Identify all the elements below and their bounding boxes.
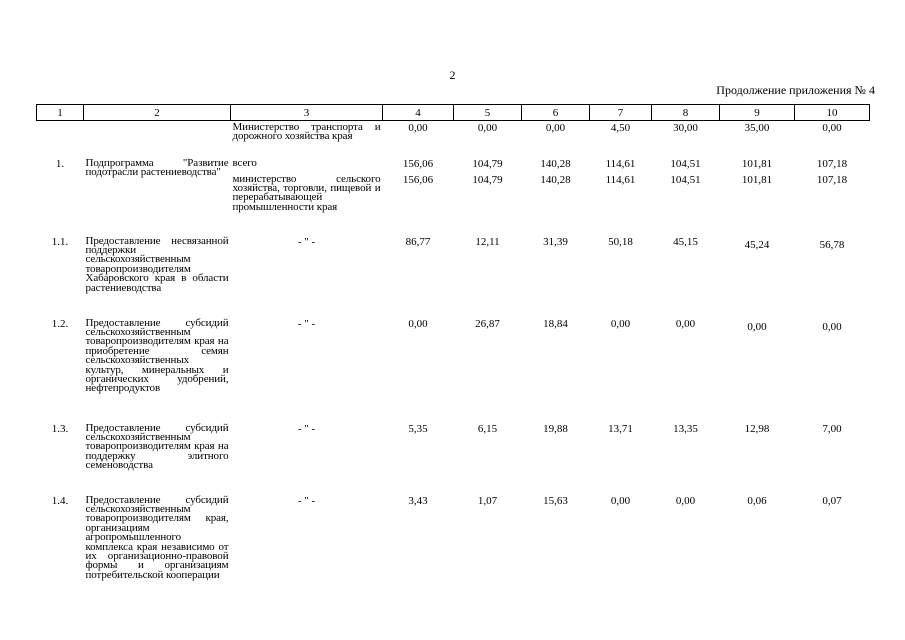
row-value: 0,00 xyxy=(822,320,842,333)
table-row xyxy=(37,121,870,157)
row-value: 50,18 xyxy=(608,235,633,248)
row-value: 7,00 xyxy=(822,422,842,435)
column-header: 5 xyxy=(454,105,522,121)
row-value: 12,98 xyxy=(744,422,770,435)
row-value: 18,84 xyxy=(543,317,568,330)
row-value: 0,00 xyxy=(408,317,428,330)
row-value: 156,06 xyxy=(402,173,434,186)
row-value: 104,79 xyxy=(472,157,503,170)
row-value: 156,06 xyxy=(402,157,434,170)
row-value: 140,28 xyxy=(540,157,571,170)
row-value: 140,28 xyxy=(540,173,571,186)
row-name xyxy=(84,121,231,157)
row-value: 4,50 xyxy=(610,122,631,134)
row-organization-ditto: - " - xyxy=(297,235,316,248)
row-value: 13,71 xyxy=(608,422,633,435)
row-value: 0,00 xyxy=(675,494,696,507)
row-value: 45,15 xyxy=(673,235,698,248)
row-organization: Министерство транспорта и дорожного хозяйства края xyxy=(232,121,381,143)
column-header: 8 xyxy=(652,105,720,121)
row-value: 0,00 xyxy=(408,122,428,134)
page-number: 2 xyxy=(449,68,456,82)
row-organization-ditto: - " - xyxy=(297,422,316,435)
row-name: Предоставление субсидий сельскохозяйственным товаропроизводителям края на поддержку элитного семеноводства xyxy=(85,421,229,472)
row-organization-ditto: - " - xyxy=(297,494,316,507)
row-value: 0,00 xyxy=(822,122,842,134)
row-value: 0,00 xyxy=(477,122,498,134)
row-value: 107,18 xyxy=(816,157,848,170)
column-header: 4 xyxy=(383,105,454,121)
table-row xyxy=(37,235,870,317)
row-value: 101,81 xyxy=(741,173,773,186)
table-header-row xyxy=(37,105,870,121)
column-header: 6 xyxy=(522,105,590,121)
row-name: Предоставление несвязанной поддержки сельскохозяйственным товаропроизводителям Хабаровского края в области растениеводства xyxy=(85,234,229,294)
row-value: 101,81 xyxy=(741,157,773,170)
row-name: Предоставление субсидий сельскохозяйственным товаропроизводителям края на приобретение семян сельскохозяйственных культур, минеральных и органических удобрений, нефтепродуктов xyxy=(85,316,229,395)
row-index: 1.2. xyxy=(51,317,69,330)
column-header: 1 xyxy=(37,105,84,121)
table-row xyxy=(37,422,870,494)
row-value: 104,79 xyxy=(472,173,503,186)
row-value: 114,61 xyxy=(605,173,636,186)
row-value: 104,51 xyxy=(670,173,701,186)
row-value: 0,00 xyxy=(610,494,631,507)
row-value: 19,88 xyxy=(543,422,568,435)
column-header: 9 xyxy=(720,105,795,121)
row-value: 0,00 xyxy=(545,122,566,134)
row-value: 0,07 xyxy=(822,494,842,507)
row-value: 35,00 xyxy=(744,122,770,134)
row-value: 31,39 xyxy=(543,235,568,248)
row-index: 1.3. xyxy=(51,422,69,435)
row-name: Подпрограмма "Развитие подотрасли растениеводства" xyxy=(85,156,229,178)
table-row xyxy=(37,157,870,173)
row-organization: министерство сельского хозяйства, торговли, пищевой и перерабатывающей промышленности края xyxy=(232,172,381,213)
row-value: 6,15 xyxy=(477,422,498,435)
row-value: 0,00 xyxy=(675,317,696,330)
row-value: 0,06 xyxy=(747,494,767,507)
program-table xyxy=(36,104,870,606)
row-value: 12,11 xyxy=(475,235,500,248)
row-index xyxy=(37,121,84,157)
row-value: 86,77 xyxy=(405,235,431,248)
row-value: 45,24 xyxy=(744,238,770,251)
column-header: 7 xyxy=(590,105,652,121)
row-organization-ditto: - " - xyxy=(297,317,316,330)
row-value: 104,51 xyxy=(670,157,701,170)
column-header: 10 xyxy=(795,105,870,121)
row-index: 1.1. xyxy=(51,235,69,248)
row-value: 107,18 xyxy=(816,173,848,186)
row-value: 0,00 xyxy=(610,317,631,330)
row-value: 3,43 xyxy=(408,494,428,507)
row-value: 30,00 xyxy=(673,122,698,134)
row-index: 1.4. xyxy=(51,494,69,507)
row-value: 26,87 xyxy=(475,317,500,330)
column-header: 3 xyxy=(231,105,383,121)
row-value: 13,35 xyxy=(673,422,698,435)
row-value: 0,00 xyxy=(747,320,767,333)
row-value: 56,78 xyxy=(819,238,845,251)
table-row xyxy=(37,317,870,422)
row-organization: всего xyxy=(232,156,257,169)
continuation-label: Продолжение приложения № 4 xyxy=(716,83,875,97)
row-value: 114,61 xyxy=(605,157,636,170)
row-value: 15,63 xyxy=(543,494,568,507)
row-value: 5,35 xyxy=(408,422,428,435)
row-index: 1. xyxy=(55,157,65,170)
table-row xyxy=(37,494,870,606)
row-name: Предоставление субсидий сельскохозяйственным товаропроизводителям края, организациям агропромышленного комплекса края независимо от их организационно-правовой формы и организациям потребительской кооперации xyxy=(85,493,229,581)
column-header: 2 xyxy=(84,105,231,121)
row-value: 1,07 xyxy=(477,494,498,507)
